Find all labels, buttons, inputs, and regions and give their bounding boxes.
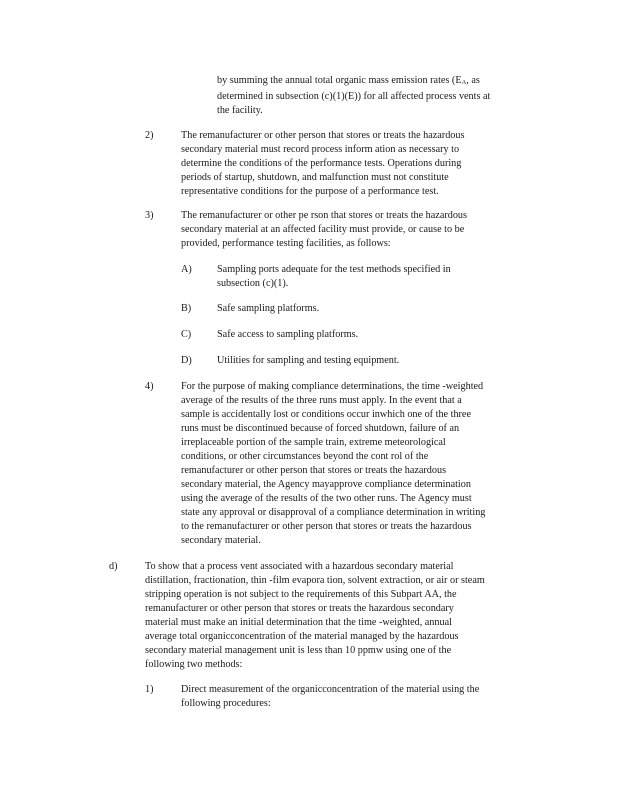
item-c3-text — [181, 209, 511, 251]
text-line: secondary material at an affected facility must provide, or cause to be — [181, 224, 465, 235]
text-line: The remanufacturer or other pe rson that stores or treats the hazardous — [181, 210, 467, 221]
text-line: average of the results of the three runs must apply. In the event that a — [181, 395, 462, 406]
subitem-c-text — [217, 328, 507, 342]
item-d1-text — [181, 683, 541, 711]
item-label-3: 3) — [145, 210, 154, 221]
text-line: runs must be discontinued because of forced shutdown, failure of an — [181, 423, 460, 434]
text-line: determined in subsection (c)(1)(E)) for all affected process vents at — [217, 91, 491, 102]
item-d-text — [145, 560, 540, 672]
text-line: using the average of the results of the two other runs. The Agency must — [181, 493, 472, 504]
text-line: representative conditions for the purpose of a performance test. — [181, 186, 439, 197]
text-line: by summing the annual total organic mass emission rates ($E_A$, as — [217, 75, 480, 86]
item-c4-text — [181, 380, 541, 548]
text-line: subsection (c)(1). — [217, 278, 289, 289]
item-label-d: d) — [109, 561, 118, 572]
text-line: periods of startup, shutdown, and malfunction must not constitute — [181, 172, 449, 183]
text-line: the facility. — [217, 105, 263, 116]
text-line: Safe access to sampling platforms. — [217, 329, 359, 340]
text-line: stripping operation is not subject to the requirements of this Subpart AA, the — [145, 589, 457, 600]
text-line: sample is accidentally lost or conditions occur inwhich one of the three — [181, 409, 471, 420]
text-line: Utilities for sampling and testing equipment. — [217, 355, 400, 366]
intro-continuation — [217, 74, 542, 118]
text-line: conditions, or other circumstances beyond the cont rol of the — [181, 451, 429, 462]
text-line: provided, performance testing facilities, as follows: — [181, 238, 391, 249]
text-line: following two methods: — [145, 659, 243, 670]
text-line: average total organicconcentration of the material managed by the hazardous — [145, 631, 459, 642]
text-line: The remanufacturer or other person that stores or treats the hazardous — [181, 130, 465, 141]
item-label-2: 2) — [145, 130, 154, 141]
text-line: remanufacturer or other person that stores or treats the hazardous — [181, 465, 447, 476]
text-line: distillation, fractionation, thin -film evapora tion, solvent extraction, or air or steam — [145, 575, 485, 586]
item-c2-text — [181, 129, 511, 199]
text-line: secondary material. — [181, 535, 261, 546]
text-line: For the purpose of making compliance determinations, the time -weighted — [181, 381, 484, 392]
text-line: state any approval or disapproval of a compliance determination in writing — [181, 507, 486, 518]
subitem-b-text — [217, 302, 507, 316]
text-line: determine the conditions of the performance tests. Operations during — [181, 158, 462, 169]
text-line: secondary material management unit is less than 10 ppmw using one of the — [145, 645, 452, 656]
subitem-label-b: B) — [181, 303, 192, 314]
text-line: To show that a process vent associated with a hazardous secondary material — [145, 561, 454, 572]
text-line: material must make an initial determination that the time -weighted, annual — [145, 617, 452, 628]
text-line: remanufacturer or other person that stores or treats the hazardous secondary — [145, 603, 454, 614]
subitem-label-d: D) — [181, 355, 192, 366]
text-line: to the remanufacturer or other person that stores or treats the hazardous — [181, 521, 472, 532]
text-line: irreplaceable portion of the sample train, extreme meteorological — [181, 437, 446, 448]
text-line: Sampling ports adequate for the test methods specified in — [217, 264, 451, 275]
text-line: secondary material must record process inform ation as necessary to — [181, 144, 460, 155]
subitem-label-c: C) — [181, 329, 192, 340]
subitem-a-text — [217, 263, 507, 291]
subitem-d-text — [217, 354, 507, 368]
text-line: following procedures: — [181, 698, 271, 709]
text-line: secondary material, the Agency mayapprove compliance determination — [181, 479, 471, 490]
item-label-d1: 1) — [145, 684, 154, 695]
text-line: Safe sampling platforms. — [217, 303, 320, 314]
subitem-label-a: A) — [181, 264, 192, 275]
item-label-4: 4) — [145, 381, 154, 392]
text-line: Direct measurement of the organicconcentration of the material using the — [181, 684, 480, 695]
